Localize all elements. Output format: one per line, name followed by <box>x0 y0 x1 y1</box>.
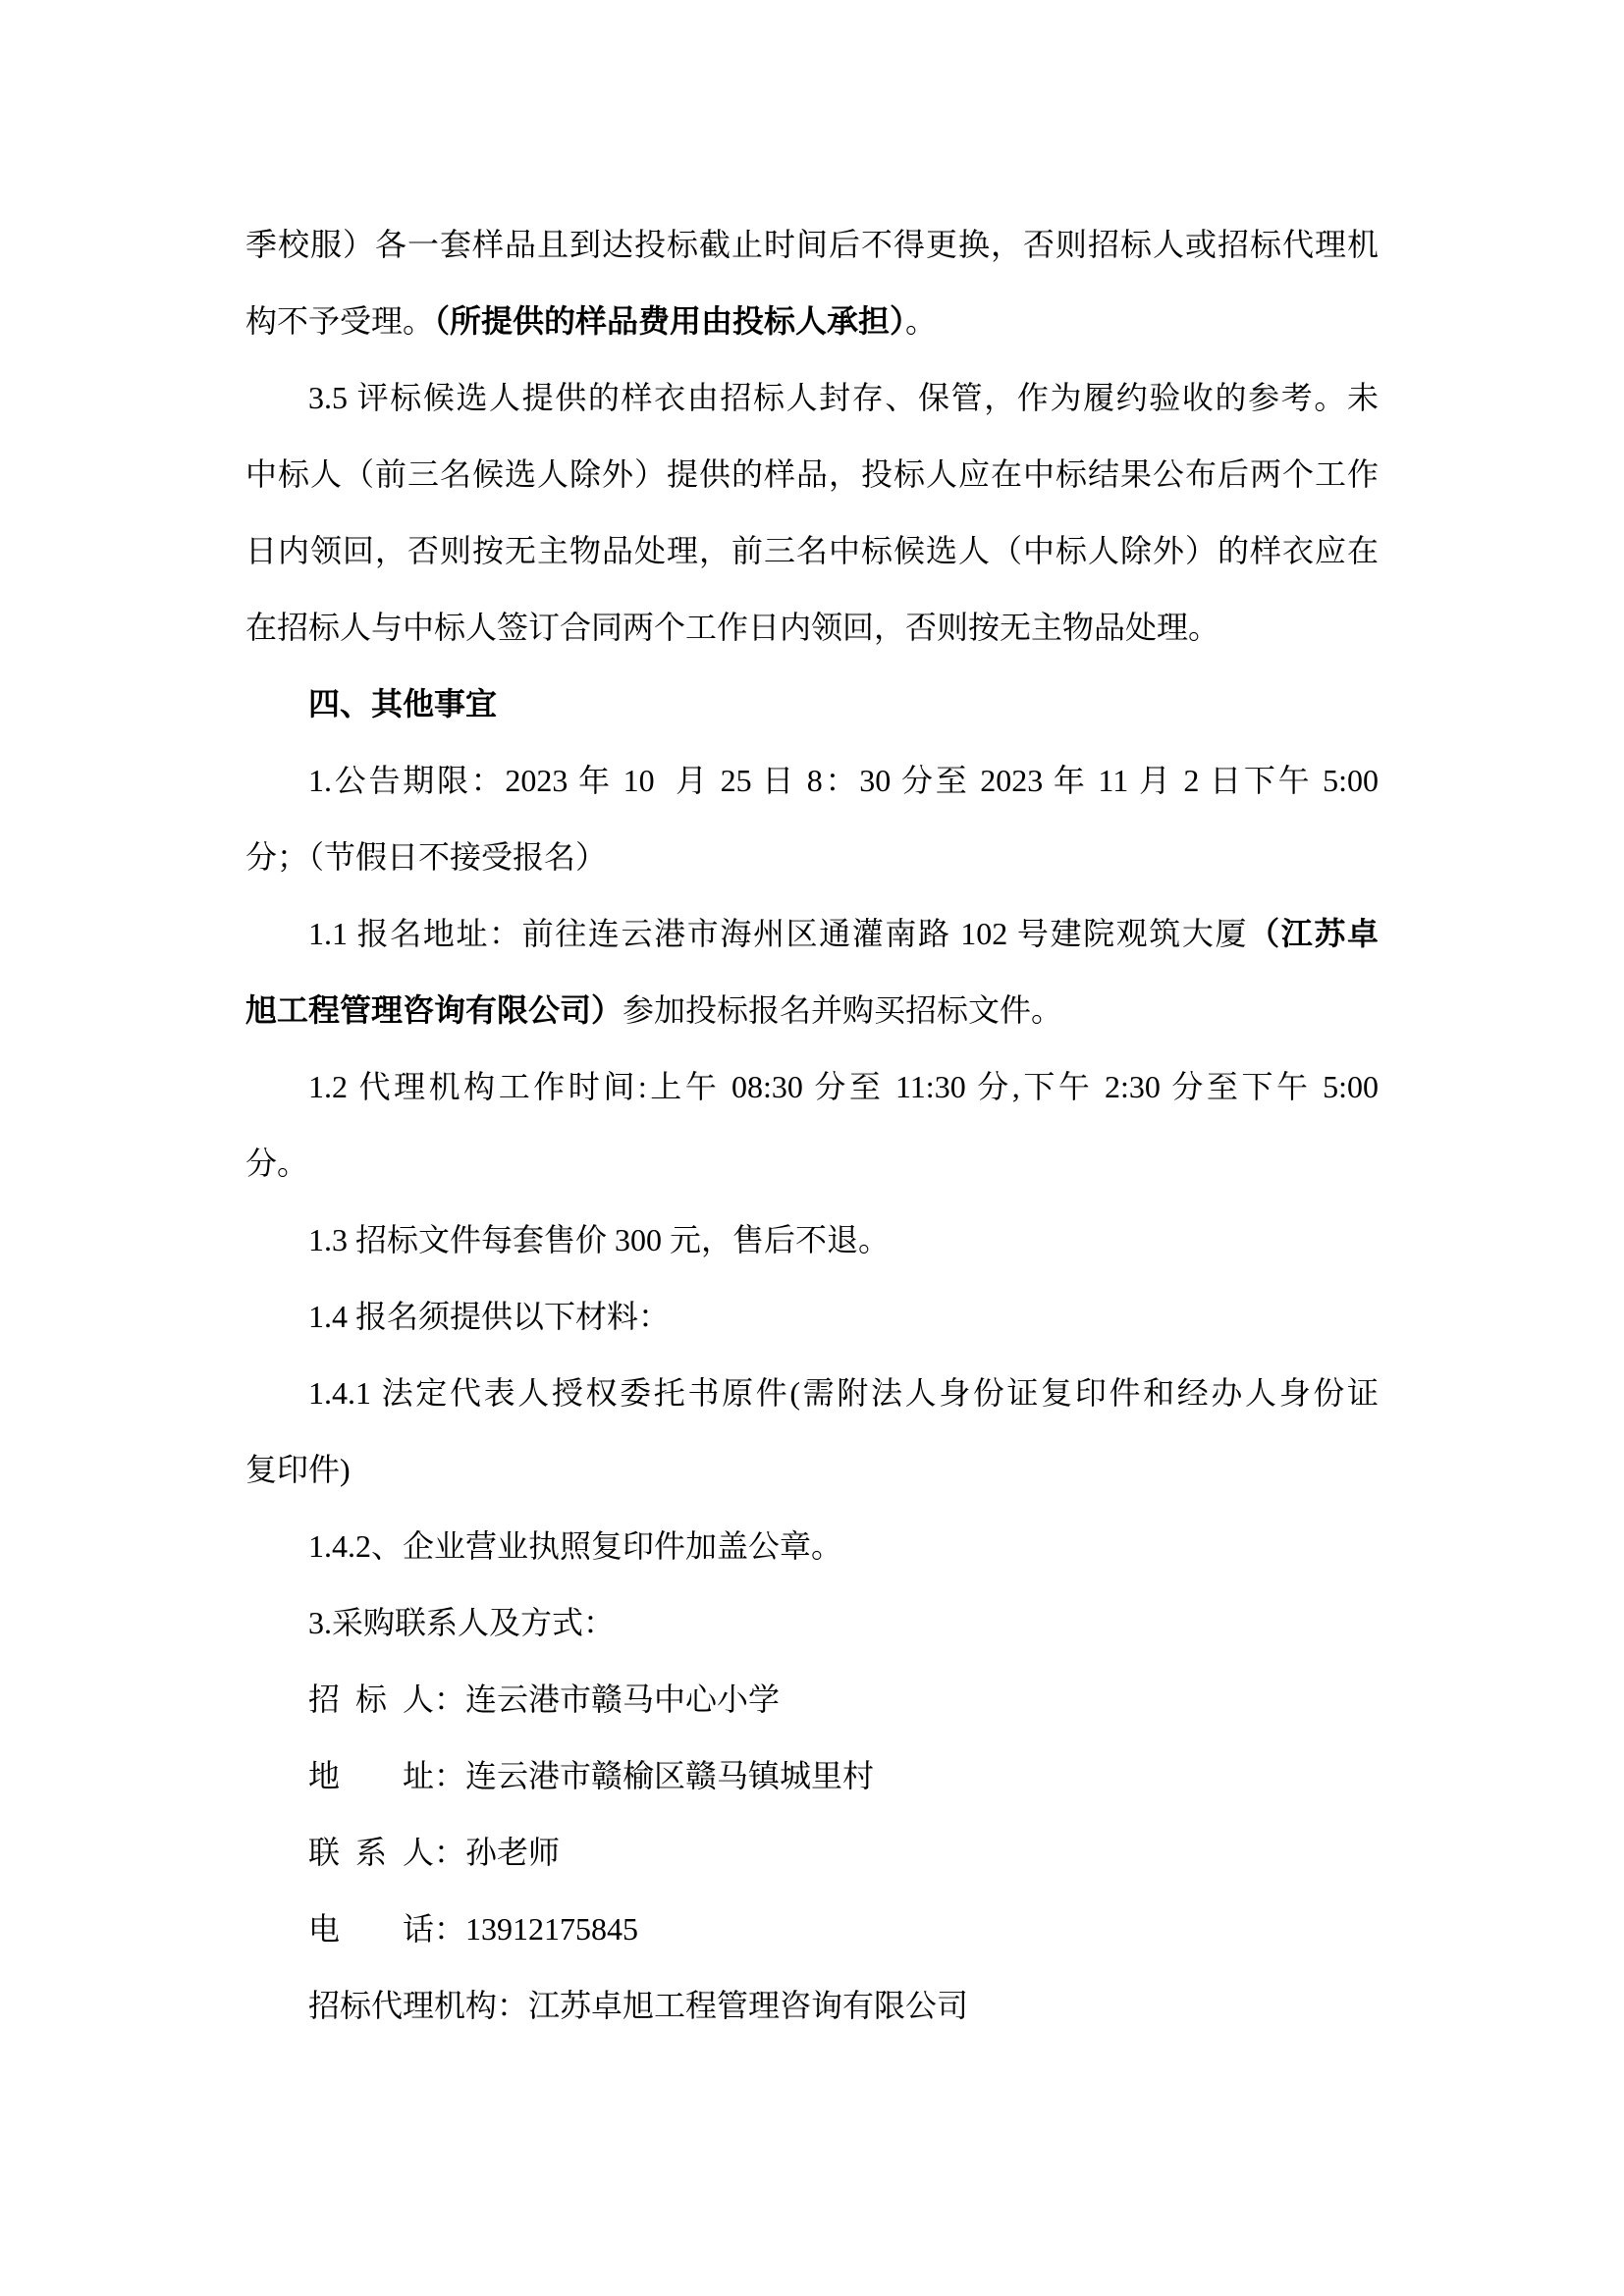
text-line <box>245 1891 1379 1967</box>
text-segment: 日内领回，否则按无主物品处理，前三名中标候选人（中标人除外）的样衣应在 <box>245 533 1379 568</box>
text-segment: 招标代理机构：江苏卓旭工程管理咨询有限公司 <box>308 1988 969 2023</box>
text-line <box>245 1048 1379 1125</box>
text-segment: 招 标 人：连云港市赣马中心小学 <box>308 1682 781 1717</box>
text-segment: 1.1 报名地址：前往连云港市海州区通灌南路 102 号建院观筑大厦 <box>308 916 1249 951</box>
text-line <box>245 819 1379 895</box>
text-segment: 地 址：连云港市赣榆区赣马镇城里村 <box>308 1758 875 1793</box>
text-segment: 分；（节假日不接受报名） <box>245 839 608 875</box>
text-line <box>245 1431 1379 1508</box>
text-line <box>245 359 1379 436</box>
text-line <box>245 283 1379 359</box>
text-segment: 中标人（前三名候选人除外）提供的样品，投标人应在中标结果公布后两个工作 <box>245 456 1379 492</box>
text-segment: 参加投标报名并购买招标文件。 <box>623 992 1063 1028</box>
text-line <box>245 1967 1379 2044</box>
text-line <box>245 206 1379 283</box>
bold-text-segment: （江苏卓 <box>1248 916 1379 951</box>
text-segment: 1.2 代理机构工作时间:上午 08:30 分至 11:30 分,下午 2:30 分至下午 5:00 <box>308 1069 1379 1104</box>
text-segment: 1.4.2、企业营业执照复印件加盖公章。 <box>308 1528 843 1564</box>
text-segment: 3.采购联系人及方式： <box>308 1605 616 1640</box>
text-line <box>245 589 1379 666</box>
text-segment: 1.3 招标文件每套售价 300 元，售后不退。 <box>308 1222 891 1257</box>
text-segment: 。 <box>905 303 938 339</box>
text-line <box>245 1278 1379 1355</box>
text-line <box>245 512 1379 589</box>
text-line <box>245 1584 1379 1661</box>
document-lines <box>245 206 1379 2044</box>
text-line <box>245 1737 1379 1814</box>
text-segment: 在招标人与中标人签订合同两个工作日内领回，否则按无主物品处理。 <box>245 610 1220 645</box>
text-segment: 分。 <box>245 1146 309 1181</box>
text-line <box>245 895 1379 972</box>
text-line <box>245 1508 1379 1584</box>
bold-text-segment: （所提供的样品费用由投标人承担） <box>434 303 906 339</box>
text-line <box>245 436 1379 512</box>
text-segment: 1.公告期限：2023 年 10 月 25 日 8：30 分至 2023 年 11 月 2 日下午 5:00 <box>308 763 1379 798</box>
bold-text-segment: 四、其他事宜 <box>308 686 498 721</box>
text-segment: 联 系 人：孙老师 <box>308 1835 561 1870</box>
text-segment: 复印件) <box>245 1452 351 1487</box>
text-segment: 3.5 评标候选人提供的样衣由招标人封存、保管，作为履约验收的参考。未 <box>308 380 1379 415</box>
bold-text-segment: 旭工程管理咨询有限公司） <box>245 992 623 1028</box>
text-line <box>245 972 1379 1048</box>
text-line <box>245 742 1379 819</box>
text-segment: 1.4.1 法定代表人授权委托书原件(需附法人身份证复印件和经办人身份证 <box>308 1375 1379 1411</box>
text-segment: 1.4 报名须提供以下材料： <box>308 1299 671 1334</box>
text-line <box>245 1125 1379 1201</box>
text-segment: 电 话：13912175845 <box>308 1911 639 1947</box>
text-line <box>245 1201 1379 1278</box>
text-line <box>245 666 1379 742</box>
text-line <box>245 1661 1379 1737</box>
text-segment: 季校服）各一套样品且到达投标截止时间后不得更换，否则招标人或招标代理机 <box>245 227 1379 262</box>
text-line <box>245 1814 1379 1891</box>
text-segment: 构不予受理。 <box>245 303 435 339</box>
text-line <box>245 1355 1379 1431</box>
